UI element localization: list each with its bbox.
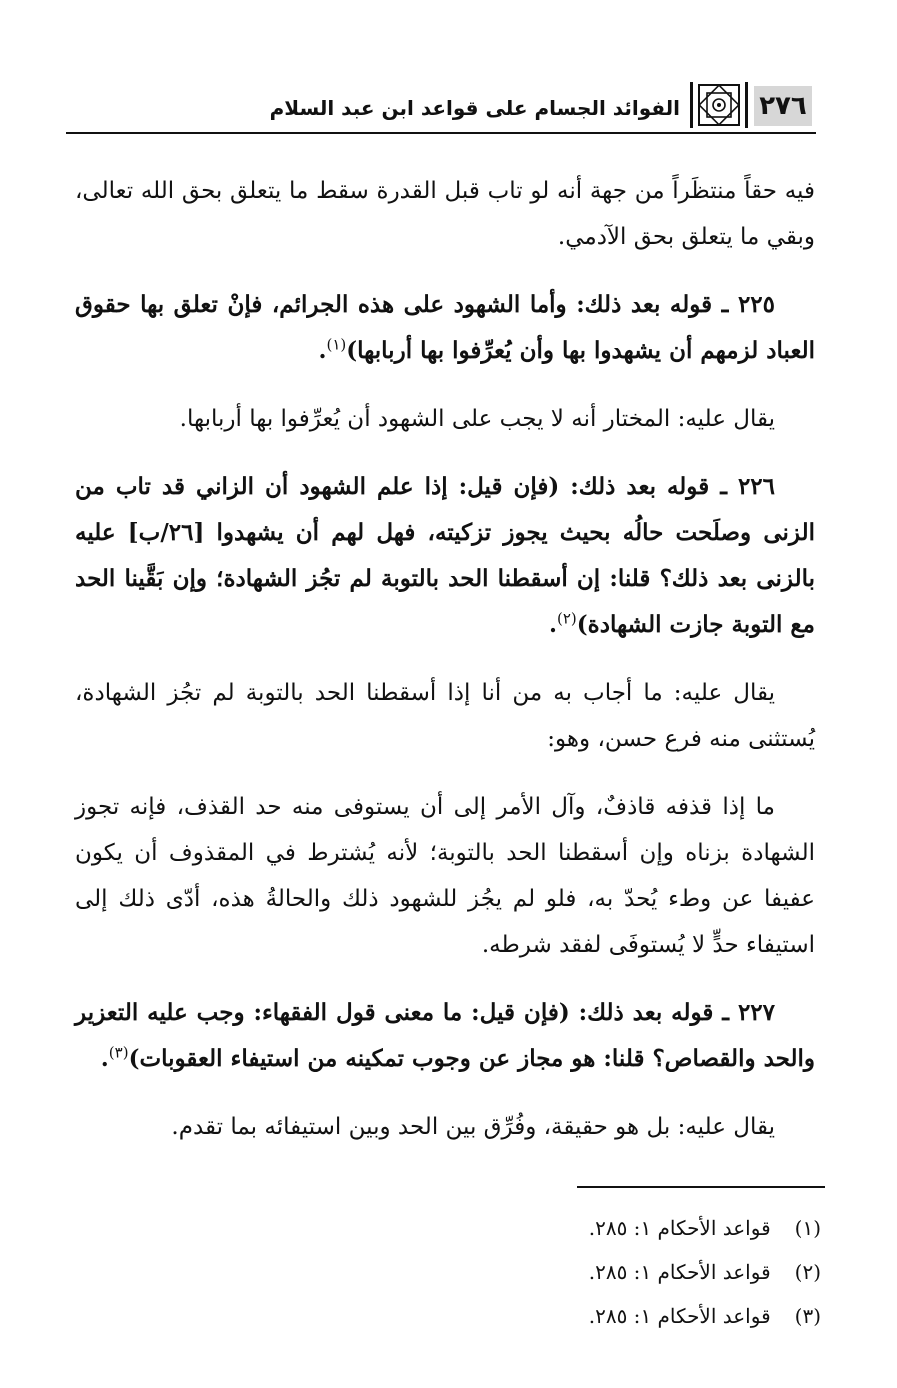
running-header xyxy=(66,80,816,134)
paragraph-text: يقال عليه: بل هو حقيقة، وفُرِّق بين الحد وبين استيفائه بما تقدم. xyxy=(171,1114,775,1140)
footnote-text: قواعد الأحكام ١: ٢٨٥. xyxy=(588,1260,771,1284)
footnote-item xyxy=(221,1206,821,1250)
paragraph: ٢٢٦ ـ قوله بعد ذلك: (فإن قيل: إذا علم الشهود أن الزاني قد تاب من الزنى وصلَحت حالُه بحيث يجوز تزكيته، فهل لهم أن يشهدوا [٢٦/ب] عليه بالزنى بعد ذلك؟ قلنا: إن أسقطنا الحد بالتوبة لم تجُز الشهادة؛ وإن بَقَّينا الحد مع التوبة جازت الشهادة)$^{(٢)}$. xyxy=(75,473,815,638)
paragraph xyxy=(75,1104,815,1150)
footnote-text: قواعد الأحكام ١: ٢٨٥. xyxy=(588,1304,771,1328)
footnote-marker[interactable]: (٣) xyxy=(108,1043,129,1062)
footnote-number: (٣) xyxy=(794,1304,821,1328)
paragraph xyxy=(75,784,815,968)
footnotes xyxy=(221,1206,821,1338)
paragraph-text: ما إذا قذفه قاذفٌ، وآل الأمر إلى أن يستوفى منه حد القذف، فإنه تجوز الشهادة بزناه وإن أسقطنا الحد بالتوبة؛ لأنه يُشترط في المقذوف أن يكون عفيفا عن وطء يُحدّ به، فلو لم يجُز للشهود ذلك والحالةُ هذه، أدّى ذلك إلى استيفاء حدٍّ لا يُستوفَى لفقد شرطه. xyxy=(75,794,815,958)
main-text xyxy=(75,168,815,1172)
footnote-marker[interactable]: (١) xyxy=(326,335,347,354)
footnote-marker[interactable]: (٢) xyxy=(556,609,577,628)
footnote-item xyxy=(221,1250,821,1294)
paragraph: ٢٢٥ ـ قوله بعد ذلك: وأما الشهود على هذه الجرائم، فإنْ تعلق بها حقوق العباد لزمهم أن يشهدوا بها وأن يُعرِّفوا بها أربابها)$^{(١)}$. xyxy=(75,291,815,364)
paragraph-text: ٢٢٧ ـ قوله بعد ذلك: (فإن قيل: ما معنى قول الفقهاء: وجب عليه التعزير والحد والقصاص؟ قلنا: هو مجاز عن وجوب تمكينه من استيفاء العقوبات) xyxy=(75,999,815,1072)
paragraph-text: يقال عليه: المختار أنه لا يجب على الشهود أن يُعرِّفوا بها أربابها. xyxy=(179,406,775,432)
paragraph-text: ٢٢٥ ـ قوله بعد ذلك: وأما الشهود على هذه الجرائم، فإنْ تعلق بها حقوق العباد لزمهم أن يشهدوا بها وأن يُعرِّفوا بها أربابها) xyxy=(75,291,815,364)
page-number: ٢٧٦ xyxy=(754,86,812,126)
footnote-item xyxy=(221,1294,821,1338)
paragraph xyxy=(75,670,815,762)
ornament-icon xyxy=(690,82,748,128)
footnote-text: قواعد الأحكام ١: ٢٨٥. xyxy=(588,1216,771,1240)
footnote-number: (١) xyxy=(794,1216,821,1240)
footnote-divider xyxy=(577,1186,825,1188)
paragraph xyxy=(75,396,815,442)
footnote-number: (٢) xyxy=(794,1260,821,1284)
paragraph-text: يقال عليه: ما أجاب به من أنا إذا أسقطنا الحد بالتوبة لم تجُز الشهادة، يُستثنى منه فرع حسن، وهو: xyxy=(75,680,815,752)
paragraph-text: فيه حقاً منتظَراً من جهة أنه لو تاب قبل القدرة سقط ما يتعلق بحق الله تعالى، وبقي ما يتعلق بحق الآدمي. xyxy=(75,178,815,250)
paragraph-text: ٢٢٦ ـ قوله بعد ذلك: (فإن قيل: إذا علم الشهود أن الزاني قد تاب من الزنى وصلَحت حالُه بحيث يجوز تزكيته، فهل لهم أن يشهدوا [٢٦/ب] عليه بالزنى بعد ذلك؟ قلنا: إن أسقطنا الحد بالتوبة لم تجُز الشهادة؛ وإن بَقَّينا الحد مع التوبة جازت الشهادة) xyxy=(75,473,815,638)
paragraph: ٢٢٧ ـ قوله بعد ذلك: (فإن قيل: ما معنى قول الفقهاء: وجب عليه التعزير والحد والقصاص؟ قلنا: هو مجاز عن وجوب تمكينه من استيفاء العقوبات)$^{(٣)}$. xyxy=(75,999,815,1072)
book-title: الفوائد الجسام على قواعد ابن عبد السلام xyxy=(269,96,680,120)
paragraph xyxy=(75,168,815,260)
